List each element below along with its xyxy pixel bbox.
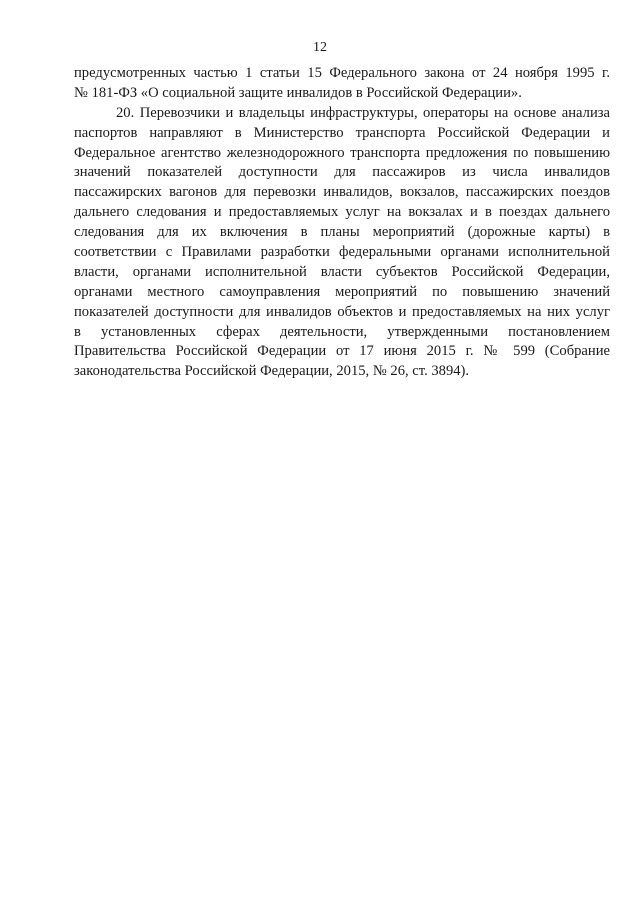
paragraph-20 — [74, 104, 610, 382]
paragraph-line: Федеральное агентство железнодорожного транспорта предложения по повышению — [74, 144, 610, 161]
page-number: 12 — [313, 40, 327, 55]
paragraph-line: № 181-ФЗ «О социальной защите инвалидов в Российской Федерации». — [74, 84, 522, 101]
paragraph-line: власти, органами исполнительной власти субъектов Российской Федерации, — [74, 263, 610, 280]
paragraph-line: законодательства Российской Федерации, 2015, № 26, ст. 3894). — [74, 363, 470, 380]
paragraph-line: значений показателей доступности для пассажиров из числа инвалидов — [74, 164, 610, 181]
paragraph-line: Правительства Российской Федерации от 17 июня 2015 г. № 599 (Собрание — [74, 343, 610, 360]
paragraph-line: показателей доступности для инвалидов объектов и предоставляемых на них услуг — [74, 303, 610, 320]
paragraph-line: органами местного самоуправления мероприятий по повышению значений — [74, 283, 610, 300]
document-body — [74, 64, 610, 382]
paragraph-line: предусмотренных частью 1 статьи 15 Федерального закона от 24 ноября 1995 г. — [74, 65, 610, 81]
paragraph-line: дальнего следования и предоставляемых услуг на вокзалах и в поездах дальнего — [74, 204, 610, 221]
paragraph-line: следования для их включения в планы мероприятий (дорожные карты) в — [74, 224, 610, 241]
paragraph-line: пассажирских вагонов для перевозки инвалидов, вокзалов, пассажирских поездов — [74, 184, 610, 201]
paragraph-line: в установленных сферах деятельности, утвержденными постановлением — [74, 323, 610, 340]
paragraph-line: паспортов направляют в Министерство транспорта Российской Федерации и — [74, 124, 610, 141]
paragraph-line: 20. Перевозчики и владельцы инфраструктуры, операторы на основе анализа — [116, 104, 610, 121]
paragraph-1 — [74, 64, 610, 104]
paragraph-line: соответствии с Правилами разработки федеральными органами исполнительной — [74, 244, 610, 261]
